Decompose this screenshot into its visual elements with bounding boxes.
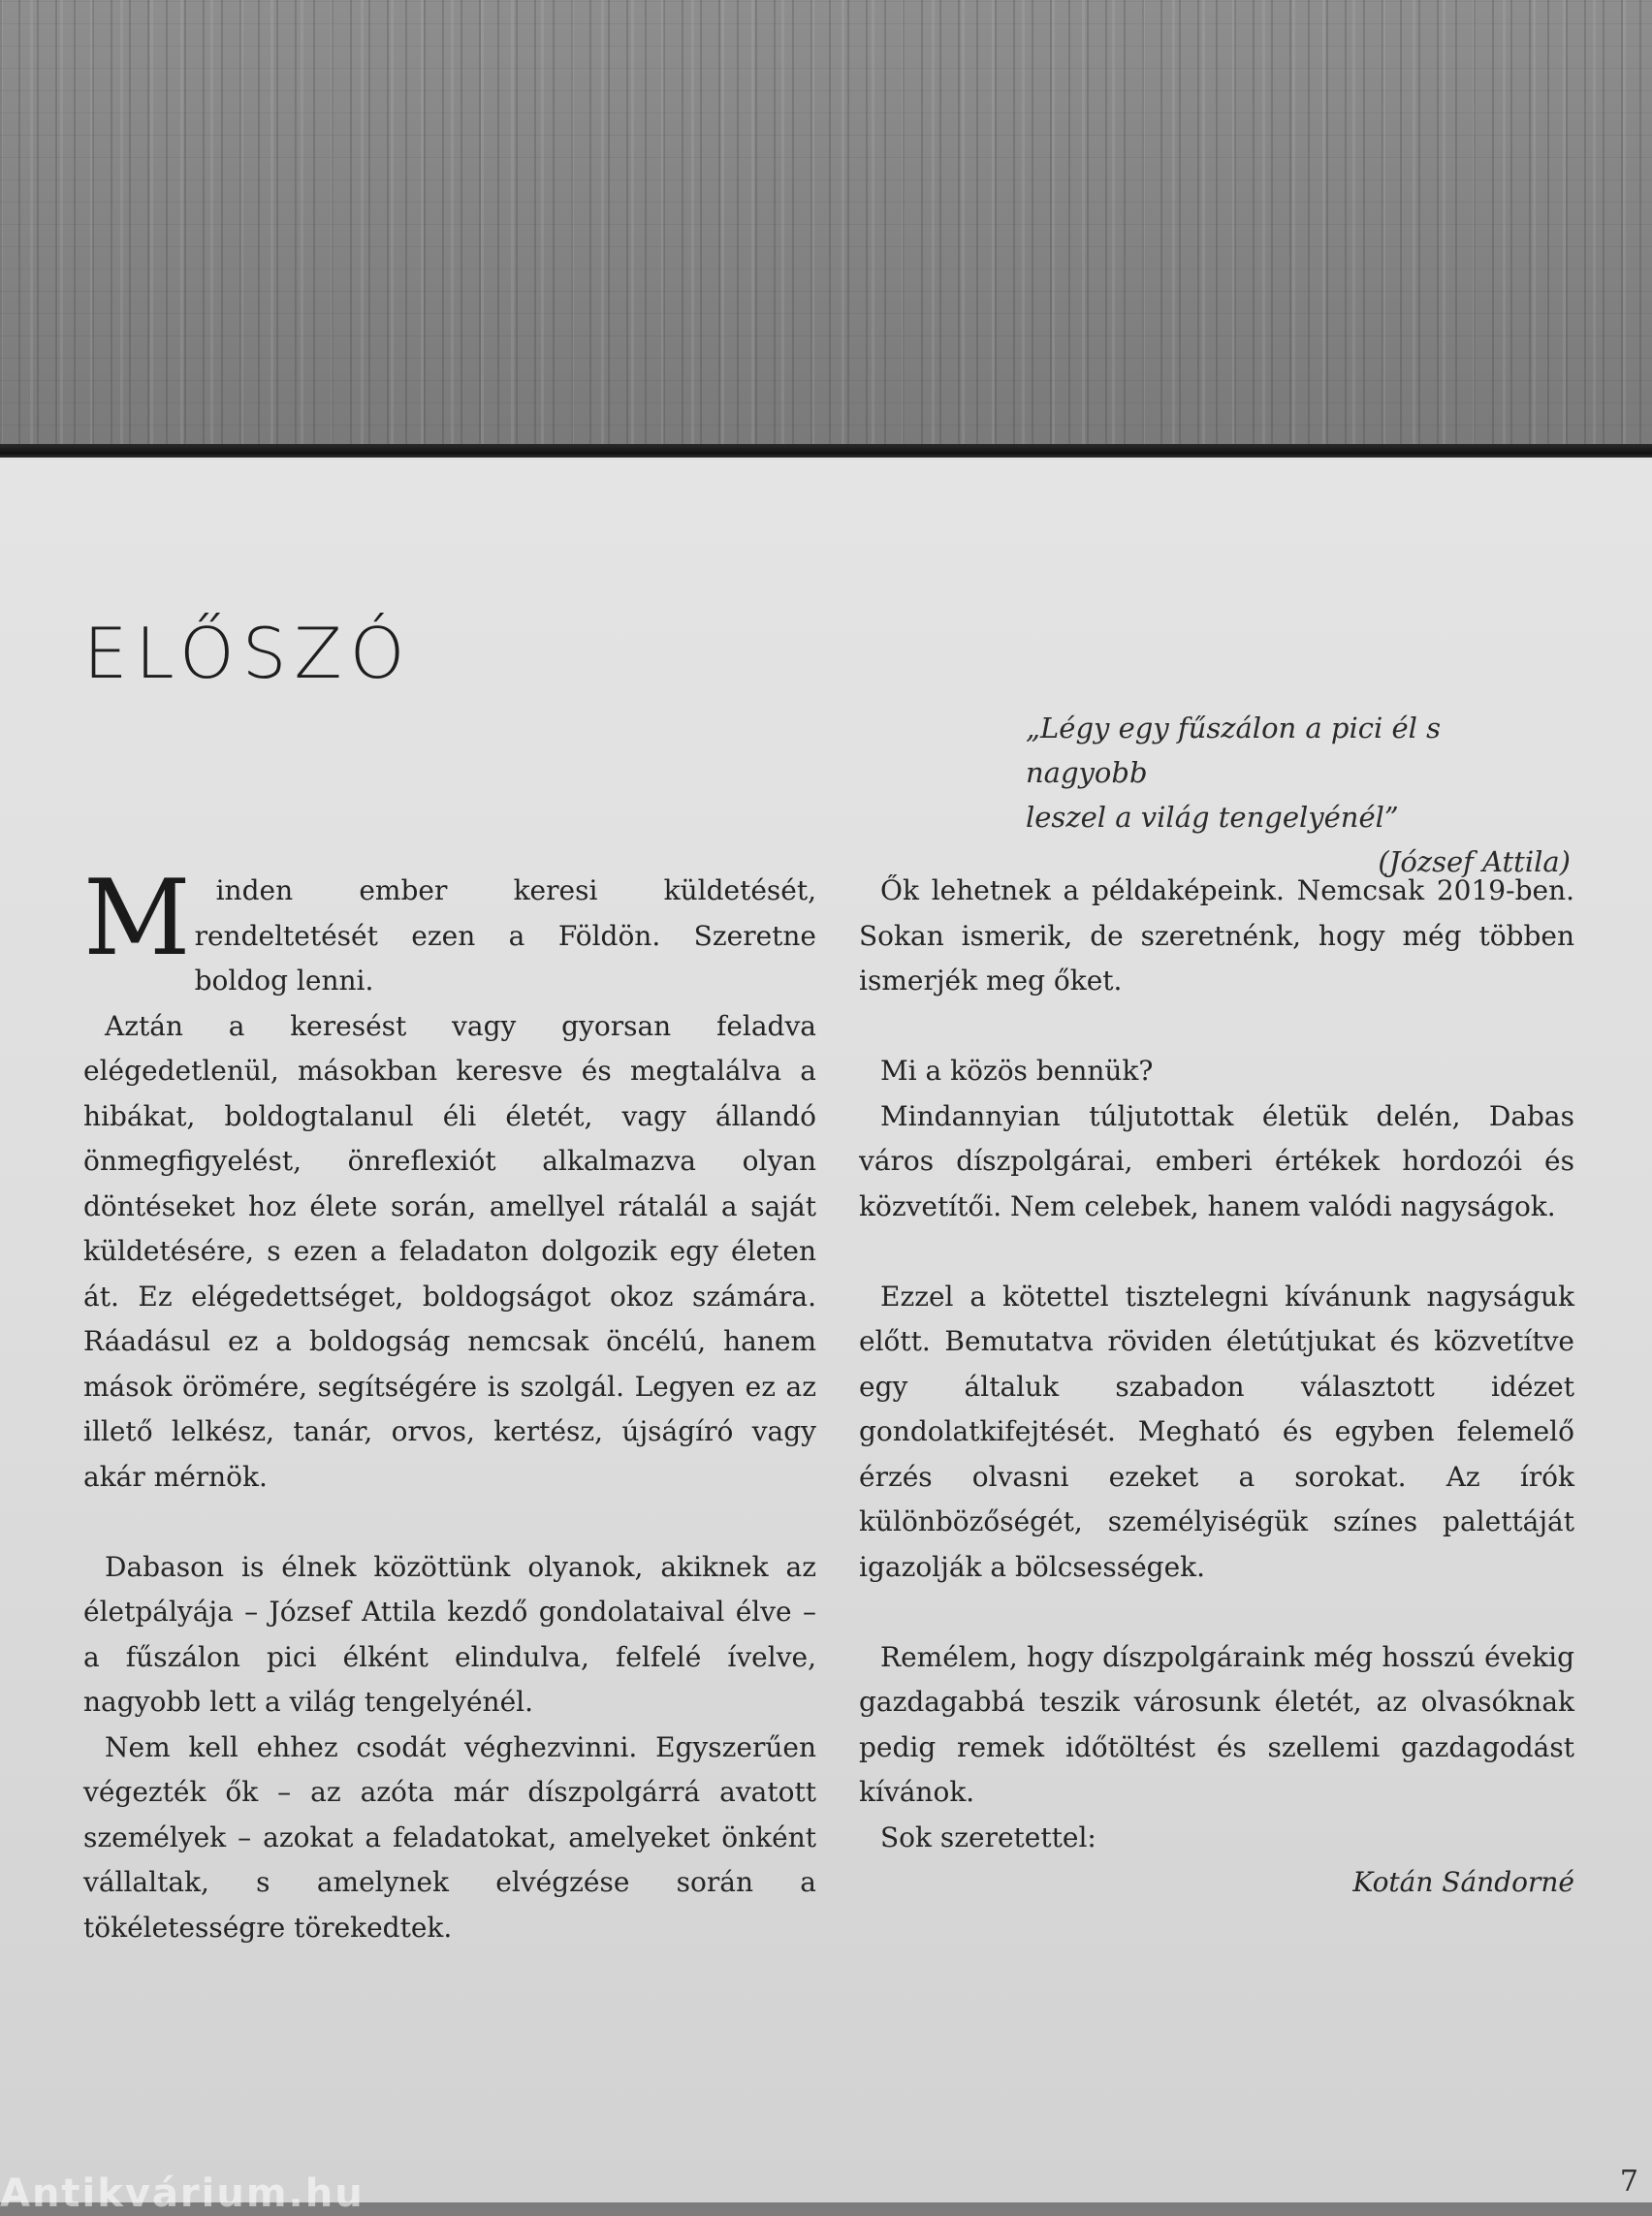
paragraph: Ők lehetnek a példaképeink. Nemcsak 2019-ben. Sokan ismerik, de szeretnénk, hogy még többen ismerjék meg őket. bbox=[859, 874, 1574, 997]
paragraph: Remélem, hogy díszpolgáraink még hosszú évekig gazdagabbá teszik városunk életét, az olvasóknak pedig remek időtöltést és szellemi gazdagodást kívánok. bbox=[859, 1640, 1574, 1808]
signature: Kotán Sándorné bbox=[1352, 1866, 1574, 1898]
page-number: 7 bbox=[1619, 2165, 1638, 2199]
paragraph: Sok szeretettel: bbox=[880, 1820, 1096, 1853]
paragraph: Aztán a keresést vagy gyorsan feladva elégedetlenül, másokban keresve és megtalálva a hibákat, boldogtalanul éli életét, vagy állandó önmegfigyelést, önreflexiót alkalmazva olyan döntéseket hoz élete során, amellyel rátalál a saját küldetésére, s ezen a feladaton dolgozik egy életen át. Ez elégedettséget, boldogságot okoz számára. Ráadásul ez a boldogság nemcsak öncélú, hanem mások örömére, segítségére is szolgál. Legyen ez az illető lelkész, tanár, orvos, kertész, újságíró vagy akár mérnök. bbox=[83, 1009, 816, 1493]
epigraph-line-1: „Légy egy fűszálon a pici él s nagyobb bbox=[1026, 712, 1442, 789]
paragraph-text: inden ember keresi küldetését, rendeltetését ezen a Földön. Szeretne boldog lenni. bbox=[194, 874, 816, 997]
watermark-text: Antikvárium.hu bbox=[0, 2171, 365, 2216]
paragraph: Ezzel a kötettel tisztelegni kívánunk nagyságuk előtt. Bemutatva röviden életútjukat és közvetítve egy általuk szabadon választott idézet gondolatkifejtését. Megható és egyben felemelő érzés olvasni ezeket a sorokat. Az írók különbözőségét, személyiségük színes palettáját igazolják a bölcsességek. bbox=[859, 1280, 1574, 1583]
book-page bbox=[0, 458, 1652, 2216]
paragraph: Nem kell ehhez csodát véghezvinni. Egyszerűen végezték ők – az azóta már díszpolgárrá avatott személyek – azokat a feladatokat, amelyeket önként vállaltak, s amelynek elvégzése során a tökéletességre törekedtek. bbox=[83, 1730, 816, 1944]
paragraph: Dabason is élnek közöttünk olyanok, akiknek az életpályája – József Attila kezdő gondolataival élve – a fűszálon pici élként elindulva, felfelé ívelve, nagyobb lett a világ tengelyénél. bbox=[83, 1550, 816, 1718]
paragraph: Mindannyian túljutottak életük delén, Dabas város díszpolgárai, emberi értékek hordozói és közvetítői. Nem celebek, hanem valódi nagyságok. bbox=[859, 1099, 1574, 1222]
paragraph bbox=[83, 858, 816, 1004]
left-text-column bbox=[83, 858, 816, 1950]
epigraph-line-2: leszel a világ tengelyénél” bbox=[1026, 801, 1399, 834]
drop-cap: M bbox=[83, 858, 191, 979]
right-text-column bbox=[859, 869, 1574, 1906]
epigraph-author: (József Attila) bbox=[1378, 845, 1571, 878]
page-title: ELŐSZÓ bbox=[83, 613, 413, 694]
epigraph bbox=[1026, 706, 1571, 884]
paragraph: Mi a közös bennük? bbox=[880, 1055, 1154, 1087]
wooden-tabletop bbox=[0, 0, 1652, 448]
